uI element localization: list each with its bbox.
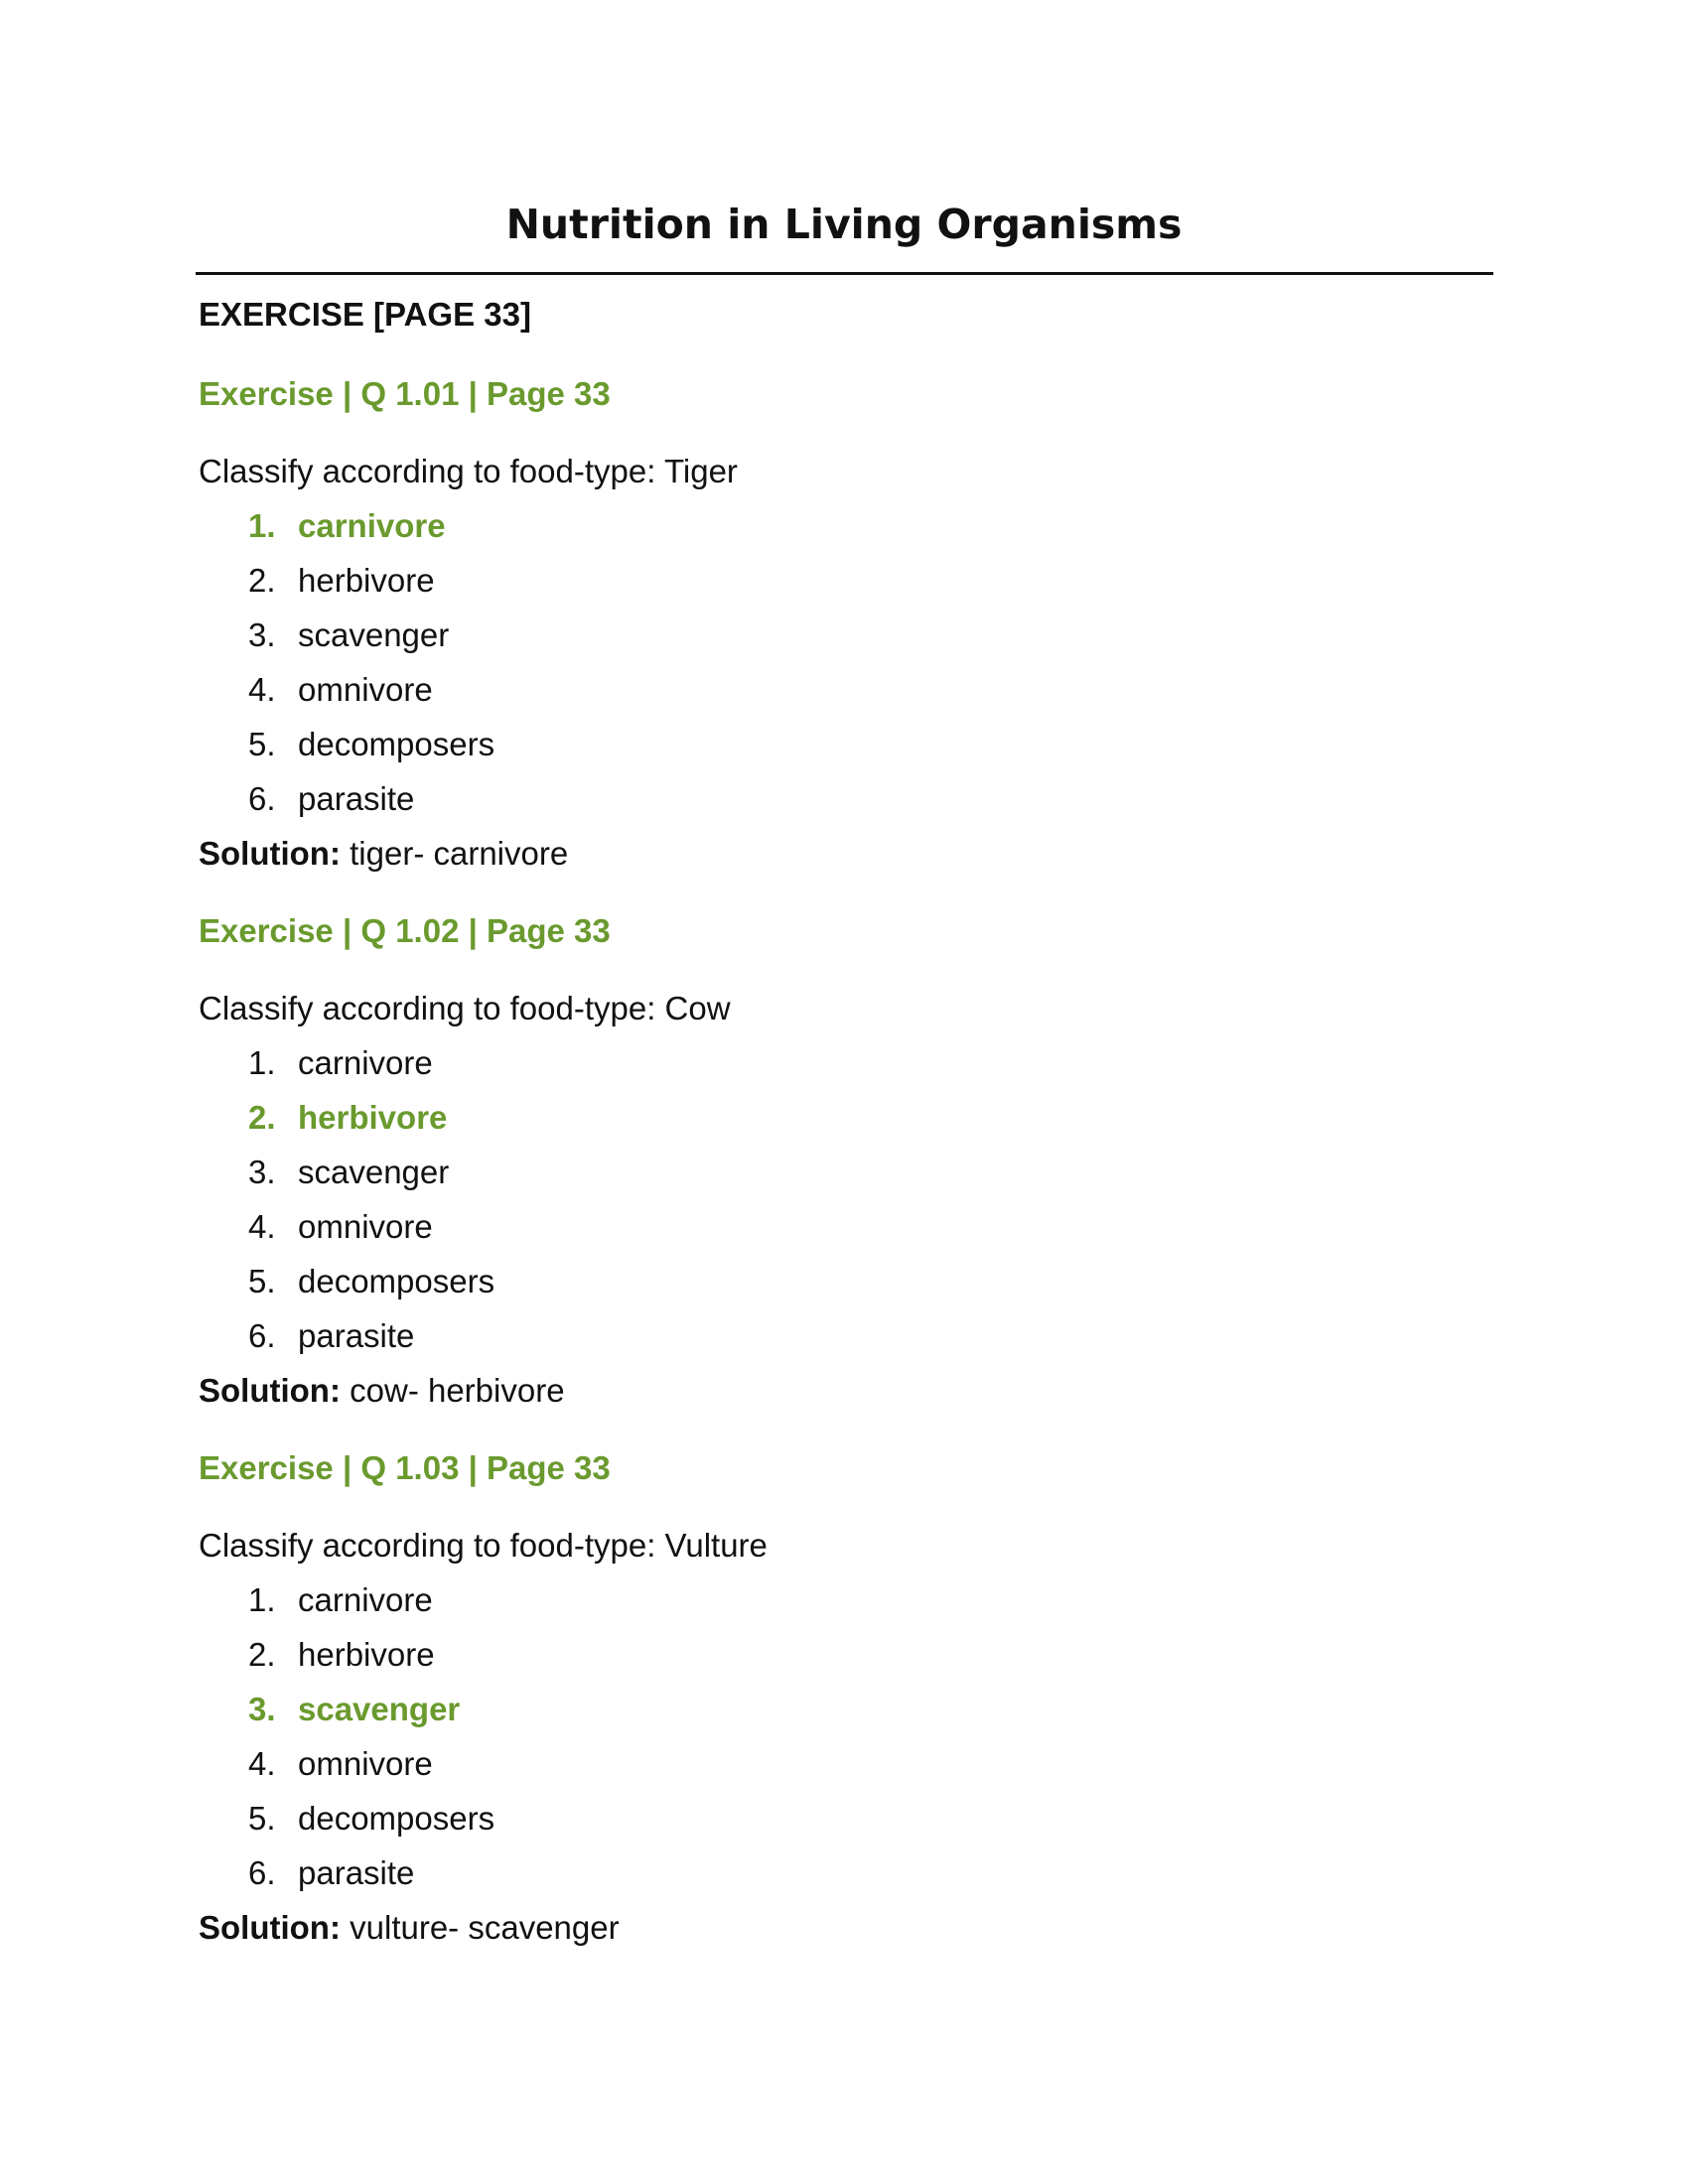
solution-text: tiger- carnivore [340, 835, 569, 872]
option-number: 5. [248, 1800, 276, 1837]
options-list [199, 1577, 1489, 1896]
option-label: parasite [298, 1854, 415, 1891]
option-label: omnivore [298, 1208, 433, 1245]
option-item [199, 503, 1489, 549]
option-item [199, 1796, 1489, 1842]
option-number: 1. [248, 1581, 276, 1618]
section-heading: EXERCISE [PAGE 33] [199, 296, 531, 333]
option-item [199, 1150, 1489, 1195]
option-item [199, 1095, 1489, 1141]
option-number: 6. [248, 780, 276, 817]
option-number: 4. [248, 1745, 276, 1782]
option-number: 3. [248, 1691, 276, 1727]
solution [199, 1368, 1489, 1414]
option-number: 6. [248, 1854, 276, 1891]
question-block [199, 1445, 1489, 1951]
option-number: 2. [248, 1636, 276, 1673]
option-label: omnivore [298, 671, 433, 708]
question-reference: Exercise | Q 1.01 | Page 33 [199, 375, 611, 412]
option-item [199, 613, 1489, 658]
option-item [199, 1850, 1489, 1896]
question-text: Classify according to food-type: Vulture [199, 1527, 768, 1564]
option-number: 2. [248, 562, 276, 599]
question-text: Classify according to food-type: Cow [199, 990, 731, 1026]
option-number: 2. [248, 1099, 276, 1136]
option-label: carnivore [298, 507, 446, 544]
title-divider [196, 272, 1493, 275]
page-title: Nutrition in Living Organisms [505, 201, 1183, 248]
solution-text: cow- herbivore [340, 1372, 565, 1409]
option-label: scavenger [298, 1154, 450, 1190]
question-reference: Exercise | Q 1.03 | Page 33 [199, 1449, 611, 1486]
option-item [199, 1741, 1489, 1787]
option-number: 5. [248, 726, 276, 762]
option-number: 6. [248, 1317, 276, 1354]
option-label: parasite [298, 1317, 415, 1354]
option-item [199, 722, 1489, 767]
question-text: Classify according to food-type: Tiger [199, 453, 738, 489]
option-label: decomposers [298, 1800, 495, 1837]
option-number: 1. [248, 507, 276, 544]
option-number: 1. [248, 1044, 276, 1081]
document-body [199, 292, 1489, 1982]
solution [199, 1905, 1489, 1951]
option-label: herbivore [298, 562, 435, 599]
option-item [199, 1687, 1489, 1732]
option-number: 3. [248, 1154, 276, 1190]
options-list [199, 1040, 1489, 1359]
option-item [199, 1040, 1489, 1086]
option-label: decomposers [298, 726, 495, 762]
option-label: scavenger [298, 1691, 461, 1727]
option-item [199, 558, 1489, 604]
option-label: herbivore [298, 1099, 448, 1136]
solution-text: vulture- scavenger [340, 1909, 620, 1946]
option-item [199, 1259, 1489, 1304]
option-item [199, 776, 1489, 822]
option-label: omnivore [298, 1745, 433, 1782]
option-number: 4. [248, 1208, 276, 1245]
option-item [199, 1577, 1489, 1623]
option-item [199, 1313, 1489, 1359]
option-number: 4. [248, 671, 276, 708]
option-label: carnivore [298, 1044, 433, 1081]
option-label: herbivore [298, 1636, 435, 1673]
option-item [199, 1632, 1489, 1678]
question-block [199, 371, 1489, 877]
option-label: decomposers [298, 1263, 495, 1299]
solution [199, 831, 1489, 877]
solution-label: Solution: [199, 835, 341, 872]
option-number: 5. [248, 1263, 276, 1299]
option-number: 3. [248, 616, 276, 653]
question-block [199, 908, 1489, 1414]
options-list [199, 503, 1489, 822]
solution-label: Solution: [199, 1909, 341, 1946]
option-label: scavenger [298, 616, 450, 653]
question-reference: Exercise | Q 1.02 | Page 33 [199, 912, 611, 949]
option-label: parasite [298, 780, 415, 817]
option-item [199, 1204, 1489, 1250]
solution-label: Solution: [199, 1372, 341, 1409]
option-item [199, 667, 1489, 713]
option-label: carnivore [298, 1581, 433, 1618]
